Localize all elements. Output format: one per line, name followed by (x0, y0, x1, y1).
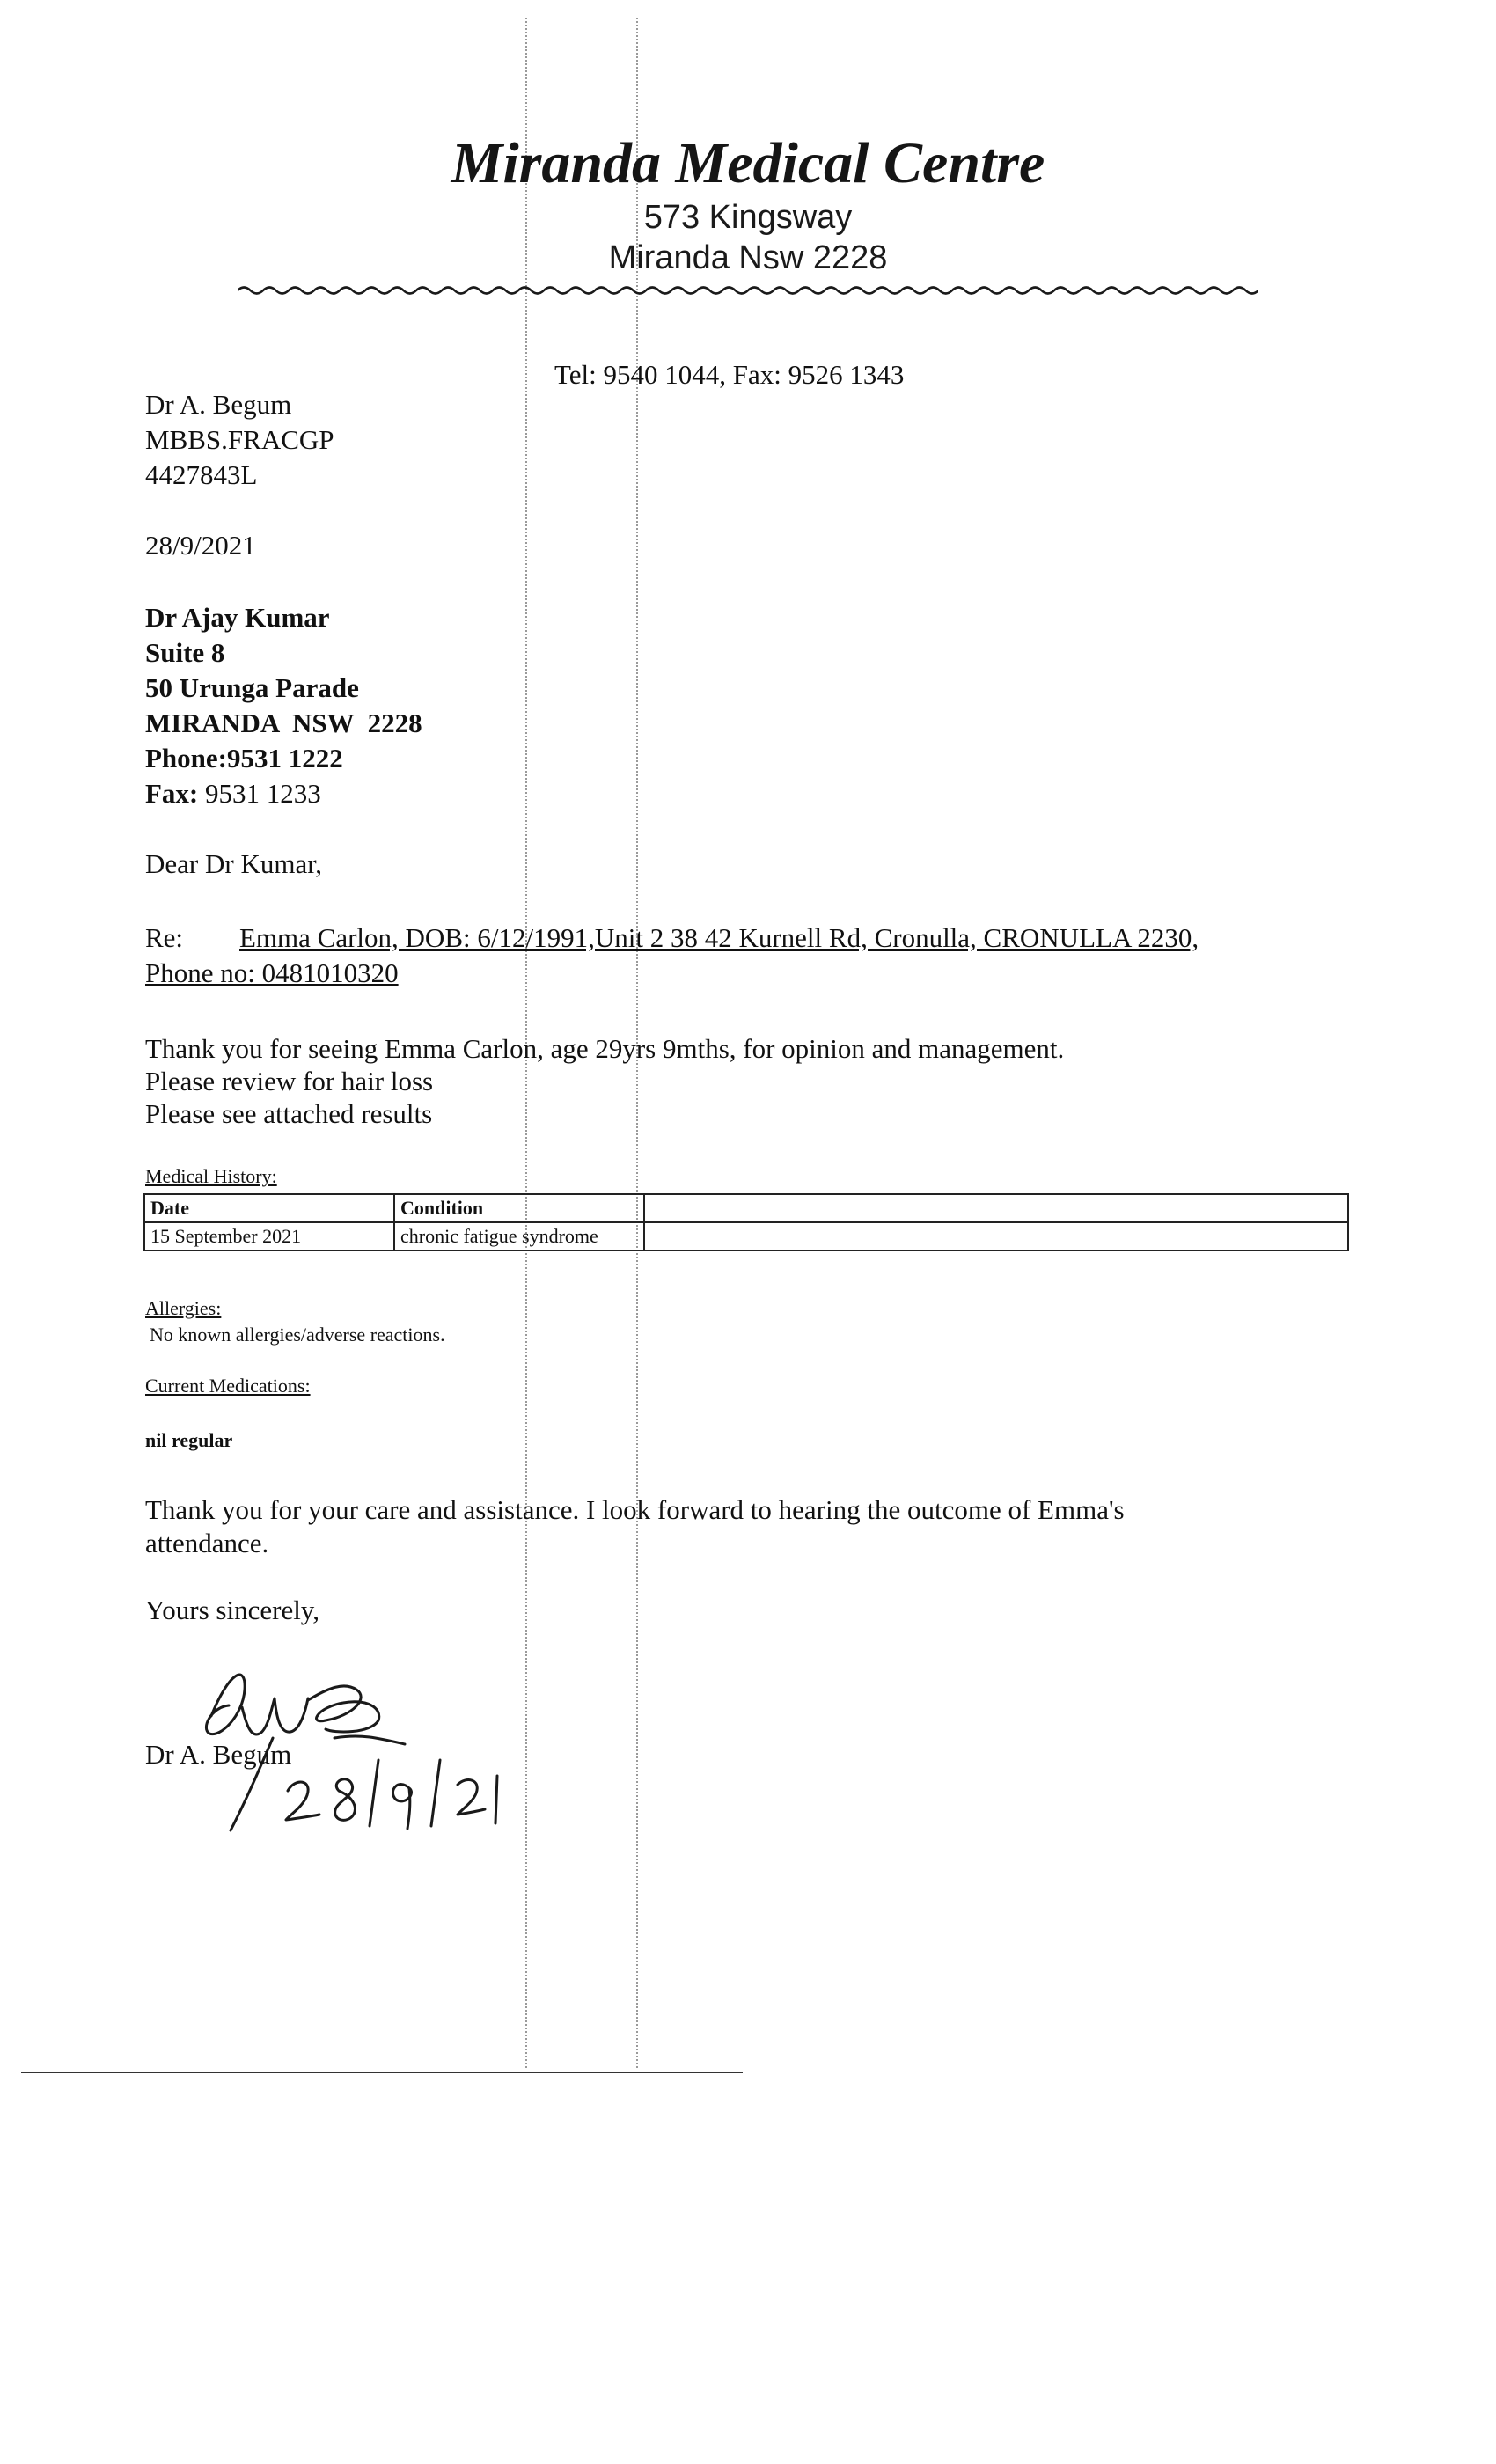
re-patient-details: Emma Carlon, DOB: 6/12/1991,Unit 2 38 42 Kurnell Rd, Cronulla, CRONULLA 2230, (239, 922, 1199, 953)
sender-name: Dr A. Begum (145, 389, 292, 420)
table-header-date: Date (144, 1194, 394, 1222)
table-cell-date: 15 September 2021 (144, 1222, 394, 1250)
signer-name: Dr A. Begum (145, 1739, 292, 1770)
clinic-address-line1: 573 Kingsway (643, 199, 853, 236)
medications-text: nil regular (145, 1429, 233, 1451)
recipient-phone: Phone:9531 1222 (145, 743, 343, 774)
intro-line3: Please see attached results (145, 1098, 433, 1129)
bottom-divider (21, 2072, 743, 2073)
closing-line1: Thank you for your care and assistance. I look forward to hearing the outcome of Emma's (145, 1494, 1125, 1525)
intro-line1: Thank you for seeing Emma Carlon, age 29yrs 9mths, for opinion and management. (145, 1033, 1065, 1064)
handwritten-date (277, 1751, 506, 1830)
table-cell-condition: chronic fatigue syndrome (394, 1222, 644, 1250)
table-header-condition: Condition (394, 1194, 644, 1222)
sender-provider-number: 4427843L (145, 459, 258, 490)
recipient-suite: Suite 8 (145, 637, 225, 668)
allergies-title: Allergies: (145, 1297, 222, 1319)
intro-line2: Please review for hair loss (145, 1066, 434, 1096)
medical-history-title: Medical History: (145, 1165, 277, 1187)
table-header-row (144, 1194, 1348, 1222)
sign-off: Yours sincerely, (145, 1595, 320, 1625)
recipient-fax-value: 9531 1233 (198, 778, 321, 809)
re-patient-phone: Phone no: 0481010320 (145, 957, 399, 988)
re-label: Re: (145, 922, 184, 953)
recipient-fax (145, 776, 321, 811)
closing-line2: attendance. (145, 1528, 269, 1558)
table-header-empty (644, 1194, 1348, 1222)
medications-title: Current Medications: (145, 1375, 311, 1397)
medical-history-table (143, 1193, 1349, 1251)
sender-qualifications: MBBS.FRACGP (145, 424, 334, 455)
clinic-contact: Tel: 9540 1044, Fax: 9526 1343 (554, 359, 905, 390)
clinic-address-line2: Miranda Nsw 2228 (608, 239, 888, 276)
recipient-city: MIRANDA NSW 2228 (145, 708, 422, 738)
table-row (144, 1222, 1348, 1250)
clinic-name: Miranda Medical Centre (451, 131, 1045, 195)
tilde-divider (238, 282, 1258, 299)
allergies-text: No known allergies/adverse reactions. (150, 1324, 445, 1346)
table-cell-empty (644, 1222, 1348, 1250)
letter-date: 28/9/2021 (145, 530, 256, 561)
recipient-name: Dr Ajay Kumar (145, 602, 330, 633)
salutation: Dear Dr Kumar, (145, 848, 323, 879)
recipient-street: 50 Urunga Parade (145, 672, 359, 703)
recipient-fax-label: Fax: (145, 778, 199, 809)
